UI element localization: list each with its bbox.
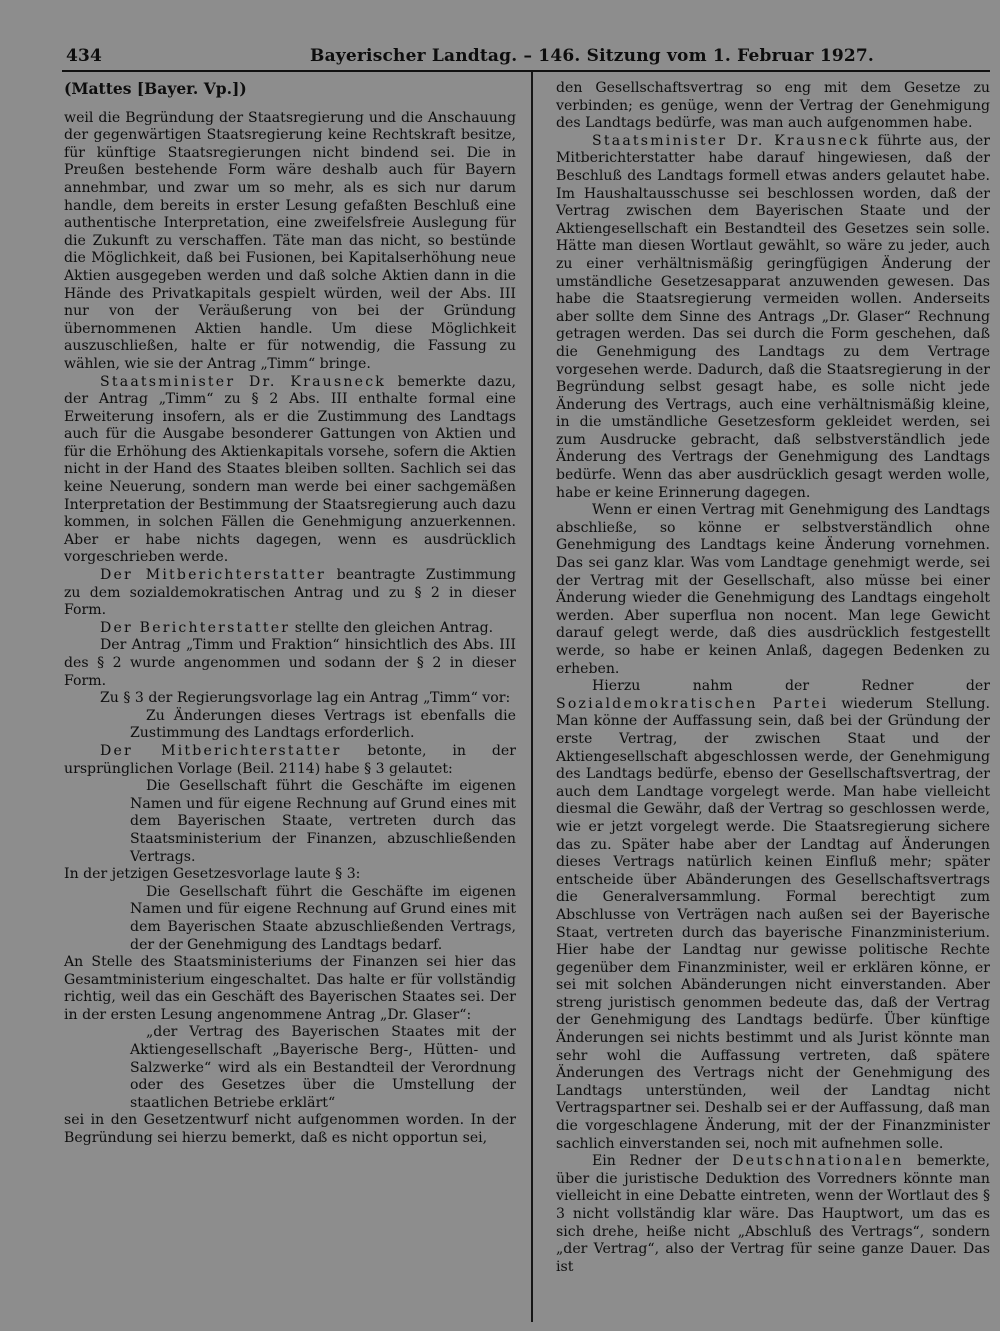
paragraph: Zu § 3 der Regierungsvorlage lag ein Antrag „Timm“ vor: (100, 690, 511, 707)
quotation: „der Vertrag des Bayerischen Staates mit der Aktiengesellschaft „Bayerische Berg-, Hütten- und Salzwerke“ wird als ein Bestandteil der Verordnung oder des Gesetzes über die Umstellung der staatlichen Betriebe erklärt“ (130, 1024, 516, 1111)
paragraph (556, 678, 990, 1153)
paragraph-text: betonte, in der ursprünglichen Vorlage (Beil. 2114) habe § 3 gelautet: (64, 742, 516, 777)
quotation: Zu Änderungen dieses Vertrags ist ebenfalls die Zustimmung des Landtags erforderlich. (130, 707, 516, 742)
page-header (62, 44, 875, 68)
paragraph-text: bemerkte dazu, der Antrag „Timm“ zu § 2 Abs. III enthalte formal eine Erweiterung insofern, als er die Zustimmung des Landtags auch für die Ausgabe besonderer Gattungen von Aktien und für die Erhöhung des Aktienkapitals vorsehe, sofern die Aktien nicht in der Hand des Staates bleiben sollten. Sachlich sei das keine Neuerung, sondern man werde bei einer sachgemäßen Interpretation der Bestimmung der Staatsregierung auch dazu kommen, in solchen Fällen die Genehmigung anzuerkennen. Aber er habe nichts dagegen, wenn es ausdrücklich vorgeschrieben werde. (64, 373, 516, 566)
paragraph: sei in den Gesetzentwurf nicht aufgenommen worden. In der Begründung sei hierzu bemerkt, daß es nicht opportun sei, (64, 1112, 516, 1147)
paragraph-text: stellte den gleichen Antrag. (290, 619, 494, 636)
paragraph: In der jetzigen Gesetzesvorlage laute § 3: (64, 866, 361, 883)
paragraph (64, 743, 516, 778)
party-name: Deutschnationalen (732, 1153, 904, 1170)
paragraph (64, 620, 516, 638)
quotation: Die Gesellschaft führt die Geschäfte im eigenen Namen und für eigene Rechnung auf Grund eines mit dem Bayerischen Staate abzuschließenden Vertrags, der der Genehmigung des Landtags bedarf. (130, 883, 516, 953)
paragraph (556, 1153, 990, 1276)
paragraph: den Gesellschaftsvertrag so eng mit dem Gesetze zu verbinden; es genüge, wenn der Vertrag der Genehmigung des Landtags bedürfe, was man auch aufgenommen habe. (556, 80, 990, 132)
speaker-heading: (Mattes [Bayer. Vp.]) (64, 79, 247, 98)
paragraph-text: führte aus, der Mitberichterstatter habe darauf hingewiesen, daß der Beschluß des Landtags formell etwas anders gelautet habe. Im Haushaltausschusse sei beschlossen worden, daß der Vertrag zwischen dem Bayerischen Staate und der Aktiengesellschaft ein Bestandteil des Gesetzes sein solle. Hätte man diesen Wortlaut gewählt, so wäre zu jeder, auch zu einer verhältnismäßig geringfügigen Änderung der umständliche Gesetzesapparat anzuwenden gewesen. Das habe die Staatsregierung vermeiden wollen. Anderseits aber sollte dem Sinne des Antrags „Dr. Glaser“ Rechnung getragen werden. Das sei durch die Form geschehen, daß die Genehmigung des Landtags zu dem Vertrage vorgesehen werde. Dadurch, daß die Staatsregierung in der Begründung selbst gesagt habe, es solle nicht jede Änderung des Vertrags, auch eine verhältnismäßig kleine, in die umständliche Gesetzesform gekleidet werden, sei zum Ausdrucke gebracht, daß selbstverständlich jede Änderung des Vertrags der Genehmigung des Landtags bedürfe. Wenn das aber ausdrücklich gesagt werden wolle, habe er keine Erinnerung dagegen. (556, 132, 990, 501)
paragraph-text: wiederum Stellung. Man könne der Auffassung sein, daß bei der Gründung der erste Vertrag, der zwischen Staat und der Aktiengesellschaft abgeschlossen werde, der Genehmigung des Landtags bedürfe, ebenso der Gesellschaftsvertrag, der auch dem Landtage vorgelegt werde. Man habe vielleicht diesmal die Gewähr, daß der Vertrag so geschlossen werde, wie er jetzt vorgelegt werde. Die Staatsregierung sichere das zu. Später habe aber der Landtag auf Änderungen dieses Vertrags natürlich keinen Einfluß mehr; später entscheide über Abänderungen des Gesellschaftsvertrags die Generalversammlung. Formal berechtigt zum Abschlusse von Verträgen nach außen sei der Bayerische Staat, vertreten durch das bayerische Finanzministerium. Hier habe der Landtag nur gewisse politische Rechte gegenüber dem Finanzminister, weil er erklären könne, er sei mit solchen Abänderungen nicht einverstanden. Aber streng juristisch genommen bedeute das, daß der Vertrag der Genehmigung des Landtags bedürfe. Über künftige Änderungen sei nichts bestimmt und als Jurist könnte man sehr wohl die Auffassung vertreten, daß spätere Änderungen des Vertrags nicht der Genehmigung des Landtags unterstünden, weil der Landtag nicht Vertragspartner sei. Deshalb sei er der Auffassung, daß man die vorgeschlagene Änderung, mit der der Finanzminister sachlich einverstanden sei, noch mit aufnehmen solle. (556, 695, 991, 1152)
left-column (64, 80, 516, 1148)
header-rule (62, 70, 990, 72)
paragraph-text: bemerkte, über die juristische Deduktion des Vorredners könnte man vielleicht in eine Debatte eintreten, wenn der Wortlaut des § 3 nicht vollständig klar wäre. Das Hauptwort, um das es sich drehe, heiße nicht „Abschluß des Vertrags“, sondern „der Vertrag“, also der Vertrag für seine ganze Dauer. Das ist (556, 1153, 990, 1275)
right-column (556, 80, 990, 1276)
page-number: 434 (66, 46, 103, 66)
paragraph (556, 133, 990, 502)
paragraph (64, 567, 516, 620)
speaker-name: Der Mitberichterstatter (100, 742, 342, 759)
quotation: Die Gesellschaft führt die Geschäfte im eigenen Namen und für eigene Rechnung auf Grund eines mit dem Bayerischen Staate, vertreten durch das Staatsministerium der Finanzen, abzuschließenden Vertrags. (130, 778, 516, 865)
column-divider (531, 72, 533, 1322)
speaker-name: Staatsminister Dr. Krausneck (592, 132, 870, 149)
paragraph-text: Ein Redner der (592, 1153, 733, 1170)
paragraph-text: Hierzu nahm der Redner der (592, 678, 990, 695)
paragraph: Wenn er einen Vertrag mit Genehmigung des Landtags abschließe, so könne er selbstverständlich ohne Genehmigung des Landtags keine Änderung vornehmen. Das sei ganz klar. Was vom Landtage genehmigt werde, sei der Vertrag mit der Gesellschaft, also müsse bei einer Änderung wieder die Genehmigung des Landtags eingeholt werden. Aber superflua non nocent. Man lege Gewicht darauf gelegt werde, daß dies ausdrücklich festgestellt werde, so habe er keinen Anlaß, dagegen Bedenken zu erheben. (556, 502, 990, 677)
speaker-name: Der Berichterstatter (100, 619, 291, 636)
paragraph: An Stelle des Staatsministeriums der Finanzen sei hier das Gesamtministerium eingeschaltet. Das halte er für vollständig richtig, weil das ein Geschäft des Bayerischen Staates sei. Der in der ersten Lesung angenommene Antrag „Dr. Glaser“: (64, 954, 516, 1023)
paragraph: Der Antrag „Timm und Fraktion“ hinsichtlich des Abs. III des § 2 wurde angenommen und sodann der § 2 in dieser Form. (64, 637, 516, 689)
paragraph (64, 374, 516, 568)
running-head: Bayerischer Landtag. – 146. Sitzung vom 1. Februar 1927. (310, 46, 875, 66)
paragraph: weil die Begründung der Staatsregierung und die Anschauung der gegenwärtigen Staatsregierung keine Rechtskraft besitze, für künftige Staatsregierungen nicht bindend sei. Die in Preußen bestehende Form wäre deshalb auch für Bayern annehmbar, und zwar um so mehr, als es sich nur darum handle, dem bereits in erster Lesung gefaßten Beschluß eine authentische Interpretation, eine zweifelsfreie Auslegung für die Zukunft zu verschaffen. Täte man das nicht, so bestünde die Möglichkeit, daß bei Fusionen, bei Kapitalserhöhung neue Aktien ausgegeben werden und daß solche Aktien dann in die Hände des Privatkapitals gespielt würden, weil der Abs. III nur von der Veräußerung von bei der Gründung übernommenen Aktien handle. Um diese Möglichkeit auszuschließen, halte er für notwendig, die Fassung zu wählen, wie sie der Antrag „Timm“ bringe. (64, 109, 516, 372)
party-name: Sozialdemokratischen Partei (556, 695, 829, 712)
paragraph-text: beantragte Zustimmung zu dem sozialdemokratischen Antrag und zu § 2 in dieser Form. (64, 567, 516, 619)
speaker-name: Der Mitberichterstatter (100, 567, 327, 584)
speaker-name: Staatsminister Dr. Krausneck (100, 373, 387, 390)
